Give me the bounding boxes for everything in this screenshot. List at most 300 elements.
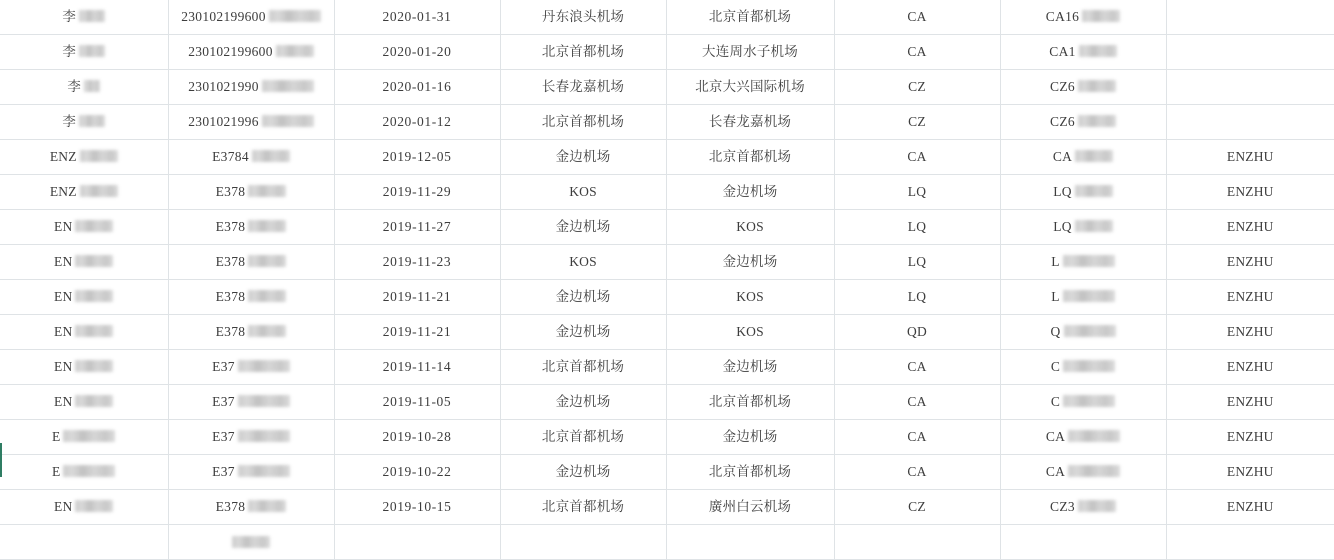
cell-flight-number-text: LQ: [1053, 219, 1072, 234]
cell-name-text: ENZ: [49, 184, 77, 199]
cell-departure-airport-text: 北京首都机场: [541, 114, 625, 129]
cell-note-text: ENZHU: [1226, 254, 1274, 269]
cell-date[interactable]: [334, 35, 500, 70]
cell-airline-code-text: LQ: [907, 219, 927, 234]
cell-note-text: ENZHU: [1226, 289, 1274, 304]
cell-id-number-text: E37: [212, 429, 235, 444]
cell-departure-airport[interactable]: [500, 175, 666, 210]
redaction-block: [75, 325, 113, 337]
redaction-block: [238, 395, 290, 407]
cell-note[interactable]: [1166, 315, 1334, 350]
cell-id-number[interactable]: [168, 0, 334, 35]
cell-partial[interactable]: [1000, 525, 1166, 560]
cell-departure-airport[interactable]: [500, 280, 666, 315]
redaction-block: [248, 220, 286, 232]
cell-date-text: 2019-11-14: [382, 359, 452, 374]
cell-name-text: EN: [54, 324, 73, 339]
cell-id-number[interactable]: [168, 280, 334, 315]
redaction-block: [1068, 430, 1120, 442]
cell-airline-code-text: CA: [907, 359, 927, 374]
cell-id-number-text: E378: [215, 499, 246, 514]
cell-departure-airport[interactable]: [500, 0, 666, 35]
redaction-block: [1075, 220, 1113, 232]
cell-partial[interactable]: [666, 525, 834, 560]
redaction-block: [63, 430, 115, 442]
cell-departure-airport[interactable]: [500, 420, 666, 455]
cell-flight-number[interactable]: [1000, 210, 1166, 245]
cell-date-text: 2019-11-21: [382, 289, 452, 304]
redaction-block: [232, 536, 270, 548]
redaction-block: [262, 80, 314, 92]
redaction-block: [248, 185, 286, 197]
cell-date[interactable]: [334, 140, 500, 175]
cell-note-text: ENZHU: [1226, 324, 1274, 339]
cell-departure-airport[interactable]: [500, 35, 666, 70]
cell-date[interactable]: [334, 0, 500, 35]
cell-arrival-airport-text: 金边机场: [722, 359, 778, 374]
cell-note[interactable]: [1166, 350, 1334, 385]
cell-note-text: ENZHU: [1226, 464, 1274, 479]
cell-flight-number[interactable]: [1000, 385, 1166, 420]
cell-airline-code[interactable]: [834, 455, 1000, 490]
cell-airline-code-text: CZ: [908, 499, 926, 514]
cell-id-number-text: E37: [212, 359, 235, 374]
table-row[interactable]: [0, 0, 1334, 35]
cell-note[interactable]: [1166, 140, 1334, 175]
redaction-block: [248, 325, 286, 337]
cell-airline-code-text: CA: [907, 394, 927, 409]
cell-flight-number[interactable]: [1000, 140, 1166, 175]
cell-arrival-airport-text: KOS: [736, 219, 764, 234]
cell-airline-code[interactable]: [834, 490, 1000, 525]
cell-name-text: 李: [62, 114, 77, 129]
cell-partial[interactable]: [834, 525, 1000, 560]
cell-id-number-text: E378: [215, 219, 246, 234]
cell-name[interactable]: [0, 315, 168, 350]
cell-flight-number-text: L: [1051, 289, 1060, 304]
cell-date-text: 2019-11-27: [382, 219, 452, 234]
cell-airline-code-text: LQ: [907, 184, 927, 199]
table-row[interactable]: [0, 350, 1334, 385]
cell-date-text: 2019-11-23: [382, 254, 452, 269]
cell-flight-number-text: C: [1050, 394, 1061, 409]
cell-departure-airport-text: 金边机场: [555, 149, 611, 164]
cell-name[interactable]: [0, 140, 168, 175]
cell-date-text: 2020-01-20: [382, 44, 452, 59]
cell-airline-code[interactable]: [834, 0, 1000, 35]
cell-departure-airport[interactable]: [500, 315, 666, 350]
cell-name[interactable]: [0, 35, 168, 70]
cell-date[interactable]: [334, 210, 500, 245]
cell-id-number-text: 2301021996: [188, 114, 259, 129]
cell-name[interactable]: [0, 350, 168, 385]
table-row[interactable]: [0, 70, 1334, 105]
cell-flight-number[interactable]: [1000, 245, 1166, 280]
cell-arrival-airport[interactable]: [666, 385, 834, 420]
cell-name[interactable]: [0, 490, 168, 525]
redaction-block: [238, 465, 290, 477]
cell-arrival-airport[interactable]: [666, 70, 834, 105]
redaction-block: [75, 395, 113, 407]
table-row[interactable]: [0, 420, 1334, 455]
cell-id-number-text: E3784: [212, 149, 249, 164]
cell-airline-code-text: CA: [907, 464, 927, 479]
cell-arrival-airport[interactable]: [666, 35, 834, 70]
cell-name[interactable]: [0, 0, 168, 35]
cell-departure-airport[interactable]: [500, 455, 666, 490]
cell-note-text: ENZHU: [1226, 499, 1274, 514]
cell-airline-code[interactable]: [834, 70, 1000, 105]
table-row[interactable]: [0, 105, 1334, 140]
redaction-block: [75, 360, 113, 372]
cell-date[interactable]: [334, 280, 500, 315]
cell-note[interactable]: [1166, 280, 1334, 315]
redaction-block: [269, 10, 321, 22]
cell-id-number[interactable]: [168, 210, 334, 245]
cell-departure-airport-text: 金边机场: [555, 464, 611, 479]
table-row[interactable]: [0, 140, 1334, 175]
cell-note[interactable]: [1166, 490, 1334, 525]
cell-flight-number-text: CZ3: [1050, 499, 1075, 514]
redaction-block: [238, 360, 290, 372]
cell-name-text: ENZ: [49, 149, 77, 164]
cell-arrival-airport[interactable]: [666, 105, 834, 140]
cell-date[interactable]: [334, 245, 500, 280]
cell-flight-number[interactable]: [1000, 35, 1166, 70]
redaction-block: [75, 290, 113, 302]
cell-name[interactable]: [0, 105, 168, 140]
cell-name-text: E: [52, 429, 61, 444]
cell-airline-code-text: CZ: [908, 79, 926, 94]
cell-id-number[interactable]: [168, 245, 334, 280]
cell-date[interactable]: [334, 490, 500, 525]
redaction-block: [276, 45, 314, 57]
table-row[interactable]: [0, 35, 1334, 70]
cell-note[interactable]: [1166, 35, 1334, 70]
cell-departure-airport[interactable]: [500, 70, 666, 105]
cell-flight-number-text: CA: [1045, 464, 1066, 479]
redaction-block: [248, 255, 286, 267]
cell-airline-code[interactable]: [834, 210, 1000, 245]
redaction-block: [84, 80, 100, 92]
cell-name-text: EN: [54, 499, 73, 514]
redaction-block: [1078, 115, 1116, 127]
cell-note-text: ENZHU: [1226, 394, 1274, 409]
cell-name-text: 李: [62, 9, 77, 24]
cell-partial[interactable]: [0, 525, 168, 560]
cell-arrival-airport-text: 北京首都机场: [708, 394, 792, 409]
table-row[interactable]: [0, 315, 1334, 350]
cell-arrival-airport[interactable]: [666, 140, 834, 175]
cell-date[interactable]: [334, 385, 500, 420]
cell-flight-number-text: LQ: [1053, 184, 1072, 199]
cell-partial[interactable]: [500, 525, 666, 560]
cell-arrival-airport[interactable]: [666, 420, 834, 455]
cell-airline-code-text: CA: [907, 44, 927, 59]
cell-departure-airport-text: KOS: [569, 184, 597, 199]
cell-id-number-text: E378: [215, 184, 246, 199]
cell-flight-number-text: CZ6: [1050, 79, 1075, 94]
redaction-block: [1078, 80, 1116, 92]
cell-departure-airport-text: 北京首都机场: [541, 499, 625, 514]
redaction-block: [1079, 45, 1117, 57]
cell-note[interactable]: [1166, 455, 1334, 490]
cell-arrival-airport-text: 北京首都机场: [708, 149, 792, 164]
cell-departure-airport-text: 金边机场: [555, 324, 611, 339]
cell-flight-number[interactable]: [1000, 280, 1166, 315]
cell-id-number-text: E378: [215, 324, 246, 339]
cell-flight-number[interactable]: [1000, 420, 1166, 455]
redaction-block: [79, 45, 105, 57]
redaction-block: [1063, 255, 1115, 267]
cell-departure-airport[interactable]: [500, 350, 666, 385]
cell-arrival-airport-text: KOS: [736, 289, 764, 304]
cell-airline-code[interactable]: [834, 280, 1000, 315]
cell-departure-airport[interactable]: [500, 245, 666, 280]
cell-note-text: ENZHU: [1226, 184, 1274, 199]
redaction-block: [1075, 185, 1113, 197]
redaction-block: [1063, 360, 1115, 372]
cell-id-number-text: E37: [212, 394, 235, 409]
table-row-partial[interactable]: [0, 525, 1334, 560]
redaction-block: [75, 220, 113, 232]
table-row[interactable]: [0, 210, 1334, 245]
cell-airline-code-text: CA: [907, 429, 927, 444]
cell-date[interactable]: [334, 315, 500, 350]
cell-departure-airport-text: KOS: [569, 254, 597, 269]
cell-name-text: EN: [54, 289, 73, 304]
cell-name[interactable]: [0, 210, 168, 245]
cell-flight-number-text: CA16: [1045, 9, 1080, 24]
cell-name[interactable]: [0, 385, 168, 420]
cell-date[interactable]: [334, 455, 500, 490]
cell-arrival-airport[interactable]: [666, 245, 834, 280]
cell-airline-code-text: QD: [907, 324, 927, 339]
cell-departure-airport[interactable]: [500, 140, 666, 175]
cell-id-number[interactable]: [168, 35, 334, 70]
cell-airline-code[interactable]: [834, 35, 1000, 70]
cell-date[interactable]: [334, 420, 500, 455]
cell-note-text: ENZHU: [1226, 359, 1274, 374]
redaction-block: [248, 290, 286, 302]
cell-id-number-text: 230102199600: [188, 44, 273, 59]
cell-flight-number-text: CZ6: [1050, 114, 1075, 129]
cell-flight-number[interactable]: [1000, 315, 1166, 350]
cell-departure-airport[interactable]: [500, 210, 666, 245]
redaction-block: [1063, 395, 1115, 407]
cell-id-number[interactable]: [168, 315, 334, 350]
cell-note[interactable]: [1166, 0, 1334, 35]
cell-date-text: 2020-01-16: [382, 79, 452, 94]
cell-id-number[interactable]: [168, 140, 334, 175]
redaction-block: [1075, 150, 1113, 162]
cell-arrival-airport[interactable]: [666, 0, 834, 35]
cell-flight-number[interactable]: [1000, 70, 1166, 105]
cell-arrival-airport-text: 大连周水子机场: [702, 44, 798, 59]
cell-id-number[interactable]: [168, 105, 334, 140]
cell-id-number[interactable]: [168, 175, 334, 210]
cell-arrival-airport[interactable]: [666, 210, 834, 245]
cell-departure-airport[interactable]: [500, 105, 666, 140]
table-row[interactable]: [0, 455, 1334, 490]
cell-flight-number-text: C: [1050, 359, 1061, 374]
cell-name-text: E: [52, 464, 61, 479]
cell-date[interactable]: [334, 70, 500, 105]
row-selection-marker: [0, 443, 2, 477]
cell-name[interactable]: [0, 455, 168, 490]
cell-id-number[interactable]: [168, 455, 334, 490]
cell-date-text: 2019-10-15: [382, 499, 452, 514]
redaction-block: [79, 115, 105, 127]
cell-date-text: 2019-11-21: [382, 324, 452, 339]
cell-id-number[interactable]: [168, 490, 334, 525]
cell-id-number[interactable]: [168, 350, 334, 385]
cell-note[interactable]: [1166, 70, 1334, 105]
cell-flight-number-text: CA1: [1049, 44, 1076, 59]
cell-note[interactable]: [1166, 245, 1334, 280]
cell-arrival-airport-text: 金边机场: [722, 184, 778, 199]
cell-arrival-airport-text: 金边机场: [722, 254, 778, 269]
cell-departure-airport[interactable]: [500, 490, 666, 525]
table-row[interactable]: [0, 280, 1334, 315]
redaction-block: [1068, 465, 1120, 477]
cell-date[interactable]: [334, 350, 500, 385]
cell-date[interactable]: [334, 175, 500, 210]
cell-airline-code[interactable]: [834, 175, 1000, 210]
redaction-block: [75, 500, 113, 512]
redaction-block: [1063, 290, 1115, 302]
cell-name-text: EN: [54, 219, 73, 234]
cell-note[interactable]: [1166, 175, 1334, 210]
cell-airline-code[interactable]: [834, 385, 1000, 420]
cell-note[interactable]: [1166, 420, 1334, 455]
cell-date[interactable]: [334, 105, 500, 140]
cell-date-text: 2020-01-12: [382, 114, 452, 129]
cell-flight-number[interactable]: [1000, 175, 1166, 210]
cell-departure-airport-text: 北京首都机场: [541, 429, 625, 444]
cell-partial[interactable]: [168, 525, 334, 560]
cell-airline-code[interactable]: [834, 420, 1000, 455]
cell-name-text: EN: [54, 254, 73, 269]
cell-arrival-airport[interactable]: [666, 280, 834, 315]
cell-airline-code-text: CZ: [908, 114, 926, 129]
cell-id-number[interactable]: [168, 420, 334, 455]
redaction-block: [63, 465, 115, 477]
table-row[interactable]: [0, 175, 1334, 210]
cell-arrival-airport-text: 长春龙嘉机场: [708, 114, 792, 129]
cell-id-number[interactable]: [168, 385, 334, 420]
cell-departure-airport-text: 金边机场: [555, 289, 611, 304]
cell-airline-code[interactable]: [834, 105, 1000, 140]
cell-airline-code[interactable]: [834, 140, 1000, 175]
cell-arrival-airport[interactable]: [666, 490, 834, 525]
cell-name[interactable]: [0, 175, 168, 210]
cell-arrival-airport[interactable]: [666, 350, 834, 385]
cell-name[interactable]: [0, 70, 168, 105]
cell-name[interactable]: [0, 420, 168, 455]
cell-name[interactable]: [0, 245, 168, 280]
cell-airline-code[interactable]: [834, 245, 1000, 280]
redaction-block: [1064, 325, 1116, 337]
redaction-block: [1078, 500, 1116, 512]
cell-note[interactable]: [1166, 210, 1334, 245]
redaction-block: [75, 255, 113, 267]
cell-departure-airport-text: 北京首都机场: [541, 44, 625, 59]
cell-arrival-airport-text: 廣州白云机场: [708, 499, 792, 514]
redaction-block: [1082, 10, 1120, 22]
cell-arrival-airport[interactable]: [666, 175, 834, 210]
cell-id-number[interactable]: [168, 70, 334, 105]
table-row[interactable]: [0, 245, 1334, 280]
cell-note[interactable]: [1166, 385, 1334, 420]
redaction-block: [248, 500, 286, 512]
cell-note-text: ENZHU: [1226, 429, 1274, 444]
cell-note-text: ENZHU: [1226, 219, 1274, 234]
cell-note[interactable]: [1166, 105, 1334, 140]
table-row[interactable]: [0, 490, 1334, 525]
cell-flight-number[interactable]: [1000, 455, 1166, 490]
redaction-block: [238, 430, 290, 442]
cell-name[interactable]: [0, 280, 168, 315]
cell-departure-airport-text: 金边机场: [555, 394, 611, 409]
cell-arrival-airport-text: KOS: [736, 324, 764, 339]
cell-date-text: 2019-12-05: [382, 149, 452, 164]
cell-departure-airport[interactable]: [500, 385, 666, 420]
cell-airline-code-text: CA: [907, 9, 927, 24]
cell-departure-airport-text: 北京首都机场: [541, 359, 625, 374]
cell-arrival-airport-text: 北京首都机场: [708, 464, 792, 479]
cell-flight-number-text: Q: [1050, 324, 1061, 339]
cell-flight-number[interactable]: [1000, 0, 1166, 35]
cell-id-number-text: 230102199600: [181, 9, 266, 24]
cell-id-number-text: E37: [212, 464, 235, 479]
redaction-block: [80, 150, 118, 162]
cell-date-text: 2019-10-22: [382, 464, 452, 479]
cell-airline-code[interactable]: [834, 350, 1000, 385]
cell-flight-number-text: L: [1051, 254, 1060, 269]
cell-arrival-airport[interactable]: [666, 455, 834, 490]
cell-departure-airport-text: 金边机场: [555, 219, 611, 234]
cell-date-text: 2020-01-31: [382, 9, 452, 24]
cell-flight-number[interactable]: [1000, 490, 1166, 525]
cell-id-number-text: E378: [215, 254, 246, 269]
cell-id-number-text: E378: [215, 289, 246, 304]
cell-name-text: 李: [62, 44, 77, 59]
cell-airline-code[interactable]: [834, 315, 1000, 350]
cell-arrival-airport[interactable]: [666, 315, 834, 350]
cell-id-number-text: 2301021990: [188, 79, 259, 94]
cell-flight-number[interactable]: [1000, 105, 1166, 140]
redaction-block: [79, 10, 105, 22]
cell-partial[interactable]: [1166, 525, 1334, 560]
cell-flight-number-text: CA: [1045, 429, 1066, 444]
cell-arrival-airport-text: 金边机场: [722, 429, 778, 444]
cell-date-text: 2019-10-28: [382, 429, 452, 444]
cell-departure-airport-text: 长春龙嘉机场: [541, 79, 625, 94]
cell-arrival-airport-text: 北京首都机场: [708, 9, 792, 24]
cell-note-text: ENZHU: [1226, 149, 1274, 164]
cell-flight-number[interactable]: [1000, 350, 1166, 385]
cell-flight-number-text: CA: [1052, 149, 1073, 164]
cell-name-text: 李: [67, 79, 82, 94]
cell-departure-airport-text: 丹东浪头机场: [541, 9, 625, 24]
cell-partial[interactable]: [334, 525, 500, 560]
cell-name-text: EN: [54, 359, 73, 374]
cell-arrival-airport-text: 北京大兴国际机场: [695, 79, 805, 94]
table-row[interactable]: [0, 385, 1334, 420]
redaction-block: [252, 150, 290, 162]
cell-airline-code-text: LQ: [907, 289, 927, 304]
